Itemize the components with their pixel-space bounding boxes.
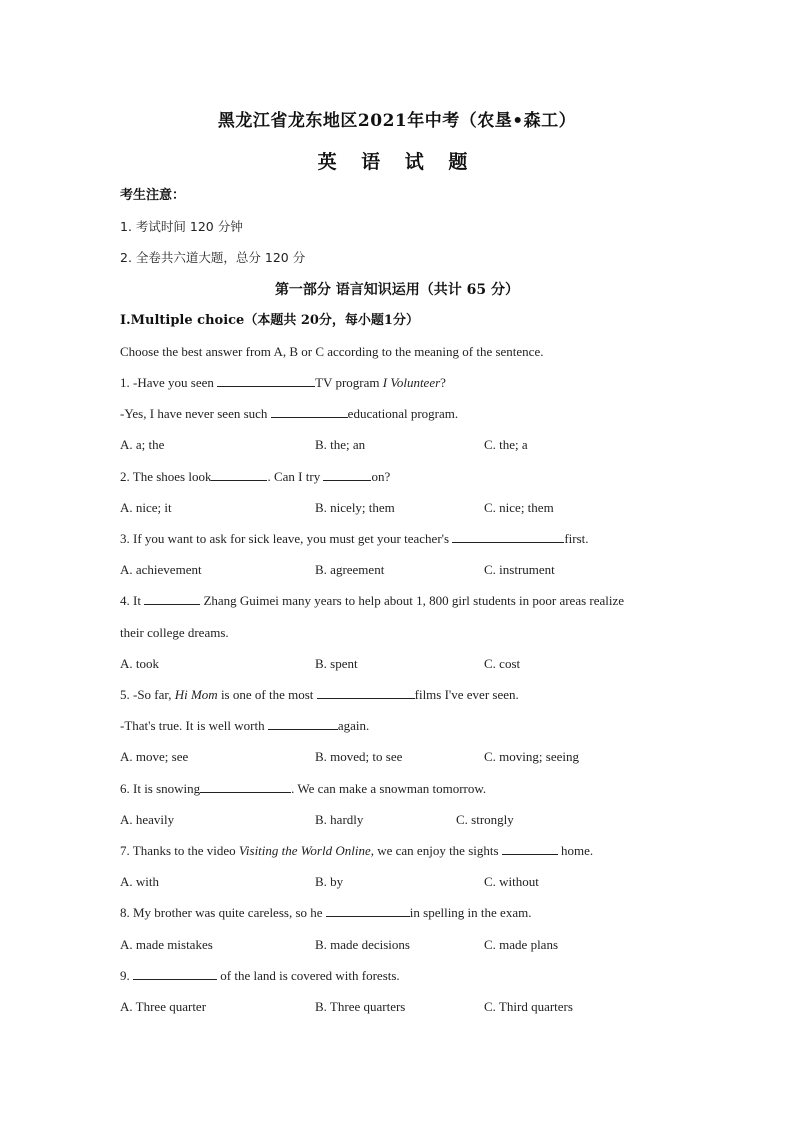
question-6-option-c[interactable]: C. strongly	[456, 812, 514, 827]
question-7-line-1: 7. Thanks to the video Visiting the World Online, we can enjoy the sights home.	[120, 843, 594, 858]
answer-blank	[452, 529, 564, 543]
answer-blank	[323, 467, 371, 481]
question-8-option-a[interactable]: A. made mistakes	[120, 937, 213, 952]
question-3-option-c[interactable]: C. instrument	[484, 562, 555, 577]
question-2-option-b[interactable]: B. nicely; them	[315, 500, 395, 515]
question-5-option-a[interactable]: A. move; see	[120, 749, 189, 764]
question-4-option-c[interactable]: C. cost	[484, 656, 521, 671]
answer-blank	[326, 903, 410, 917]
question-9-option-b[interactable]: B. Three quarters	[315, 999, 406, 1014]
notice-item-1: 1. 考试时间 120 分钟	[120, 219, 243, 234]
answer-blank	[268, 716, 338, 730]
question-8-option-c[interactable]: C. made plans	[484, 937, 559, 952]
question-1-option-a[interactable]: A. a; the	[120, 437, 165, 452]
question-9-option-c[interactable]: C. Third quarters	[484, 999, 573, 1014]
exam-subtitle: 英 语 试 题	[317, 151, 477, 173]
question-3-line-1: 3. If you want to ask for sick leave, you must get your teacher's first.	[120, 531, 589, 546]
instruction: Choose the best answer from A, B or C according to the meaning of the sentence.	[120, 344, 544, 359]
question-3-option-a[interactable]: A. achievement	[120, 562, 202, 577]
question-7-option-b[interactable]: B. by	[315, 874, 344, 889]
question-5-option-b[interactable]: B. moved; to see	[315, 749, 403, 764]
question-4-line-1: 4. It Zhang Guimei many years to help about 1, 800 girl students in poor areas realize	[120, 593, 625, 608]
question-6-line-1: 6. It is snowing . We can make a snowman tomorrow.	[120, 781, 487, 796]
question-7-option-c[interactable]: C. without	[484, 874, 539, 889]
answer-blank	[211, 467, 267, 481]
exam-title: 黑龙江省龙东地区2021年中考（农垦•森工）	[217, 111, 577, 131]
section-title: I.Multiple choice（本题共 20分，每小题1分）	[120, 313, 419, 328]
question-9-option-a[interactable]: A. Three quarter	[120, 999, 207, 1014]
answer-blank	[502, 841, 558, 855]
question-6-option-b[interactable]: B. hardly	[315, 812, 364, 827]
answer-blank	[200, 779, 291, 793]
question-4-line-2: their college dreams.	[120, 625, 229, 640]
question-6-option-a[interactable]: A. heavily	[120, 812, 175, 827]
question-2-option-a[interactable]: A. nice; it	[120, 500, 172, 515]
question-1-line-2: -Yes, I have never seen such educational program.	[120, 406, 459, 421]
notice-item-2: 2. 全卷共六道大题，总分 120 分	[120, 250, 306, 265]
part1-heading: 第一部分 语言知识运用（共计 65 分）	[274, 282, 520, 298]
question-4-option-a[interactable]: A. took	[120, 656, 159, 671]
answer-blank	[271, 404, 348, 418]
answer-blank	[217, 373, 315, 387]
question-1-option-b[interactable]: B. the; an	[315, 437, 366, 452]
question-5-option-c[interactable]: C. moving; seeing	[484, 749, 579, 764]
question-1-line-1: 1. -Have you seen TV program I Volunteer?	[120, 375, 446, 390]
question-5-line-1: 5. -So far, Hi Mom is one of the most films I've ever seen.	[120, 687, 519, 702]
notice-heading: 考生注意：	[120, 188, 186, 203]
answer-blank	[133, 966, 217, 980]
question-4-option-b[interactable]: B. spent	[315, 656, 358, 671]
question-8-option-b[interactable]: B. made decisions	[315, 937, 410, 952]
question-2-option-c[interactable]: C. nice; them	[484, 500, 554, 515]
question-3-option-b[interactable]: B. agreement	[315, 562, 385, 577]
question-2-line-1: 2. The shoes look . Can I try on?	[120, 469, 391, 484]
question-1-option-c[interactable]: C. the; a	[484, 437, 528, 452]
question-8-line-1: 8. My brother was quite careless, so he in spelling in the exam.	[120, 905, 532, 920]
answer-blank	[144, 591, 200, 605]
question-5-line-2: -That's true. It is well worth again.	[120, 718, 370, 733]
question-7-option-a[interactable]: A. with	[120, 874, 159, 889]
answer-blank	[317, 685, 415, 699]
question-9-line-1: 9. of the land is covered with forests.	[120, 968, 400, 983]
